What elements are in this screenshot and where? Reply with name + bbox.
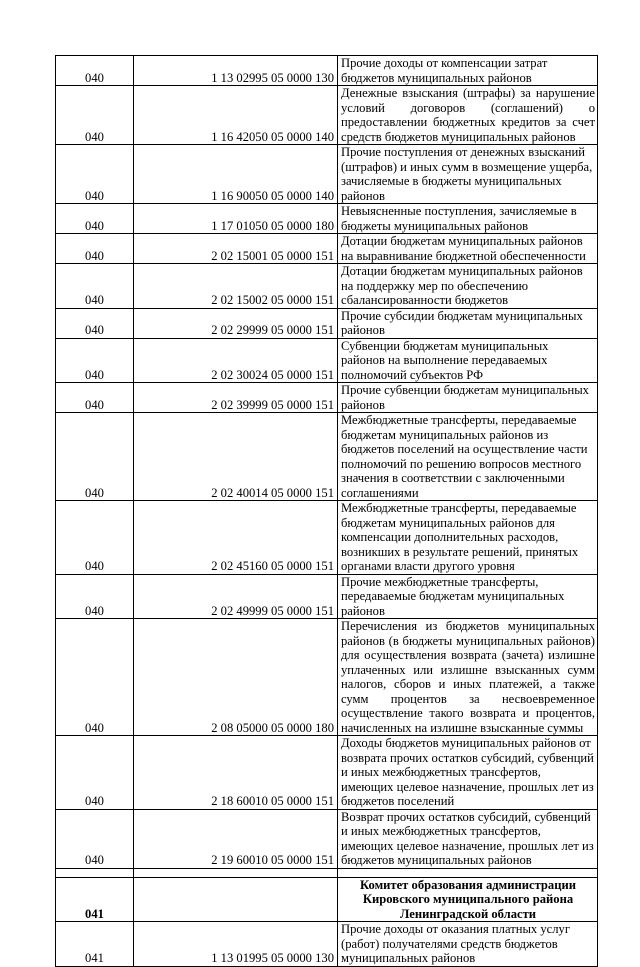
revenue-code-cell: 1 16 42050 05 0000 140 [134, 86, 338, 145]
section-header-row [56, 877, 598, 922]
administrator-code-cell: 040 [56, 619, 134, 736]
spacer-cell [56, 868, 134, 877]
revenue-description-cell: Прочие субсидии бюджетам муниципальных районов [338, 308, 598, 338]
table-row [56, 809, 598, 868]
administrator-code-cell: 040 [56, 264, 134, 309]
table-row [56, 383, 598, 413]
revenue-description-cell: Дотации бюджетам муниципальных районов на поддержку мер по обеспечению сбалансированности бюджетов [338, 264, 598, 309]
spacer-row [56, 868, 598, 877]
revenue-code-cell: 2 02 45160 05 0000 151 [134, 501, 338, 575]
revenue-code-cell: 2 02 29999 05 0000 151 [134, 308, 338, 338]
administrator-code-cell: 040 [56, 736, 134, 810]
revenue-description-cell: Дотации бюджетам муниципальных районов на выравнивание бюджетной обеспеченности [338, 234, 598, 264]
table-row [56, 264, 598, 309]
table-row [56, 204, 598, 234]
revenue-description-cell: Прочие доходы от компенсации затрат бюджетов муниципальных районов [338, 56, 598, 86]
revenue-code-cell: 2 08 05000 05 0000 180 [134, 619, 338, 736]
table-row [56, 338, 598, 383]
table-row [56, 736, 598, 810]
table-row [56, 922, 598, 967]
administrator-code-cell: 040 [56, 145, 134, 204]
table-row [56, 86, 598, 145]
revenue-code-cell: 2 02 49999 05 0000 151 [134, 574, 338, 619]
revenue-description-cell: Прочие доходы от оказания платных услуг (работ) получателями средств бюджетов муниципальных районов [338, 922, 598, 967]
revenue-description-cell: Доходы бюджетов муниципальных районов от возврата прочих остатков субсидий, субвенций и иных межбюджетных трансфертов, имеющих целевое назначение, прошлых лет из бюджетов поселений [338, 736, 598, 810]
revenue-code-cell [134, 877, 338, 922]
spacer-cell [134, 868, 338, 877]
revenue-code-cell: 2 02 30024 05 0000 151 [134, 338, 338, 383]
table-row [56, 413, 598, 501]
administrator-code-cell: 040 [56, 338, 134, 383]
revenue-description-cell: Прочие межбюджетные трансферты, передаваемые бюджетам муниципальных районов [338, 574, 598, 619]
revenue-classification-page [55, 55, 597, 967]
revenue-code-cell: 2 19 60010 05 0000 151 [134, 809, 338, 868]
administrator-code-cell: 040 [56, 413, 134, 501]
revenue-description-cell: Возврат прочих остатков субсидий, субвенций и иных межбюджетных трансфертов, имеющих целевое назначение, прошлых лет из бюджетов муниципальных районов [338, 809, 598, 868]
table-row [56, 501, 598, 575]
administrator-code-cell: 040 [56, 204, 134, 234]
revenue-code-cell: 1 17 01050 05 0000 180 [134, 204, 338, 234]
revenue-codes-table-body [56, 56, 598, 967]
table-row [56, 56, 598, 86]
administrator-code-cell: 040 [56, 86, 134, 145]
administrator-name-cell: Комитет образования администрации Кировского муниципального района Ленинградской области [338, 877, 598, 922]
revenue-codes-table [55, 55, 598, 967]
administrator-code-cell: 041 [56, 922, 134, 967]
revenue-description-cell: Межбюджетные трансферты, передаваемые бюджетам муниципальных районов для компенсации дополнительных расходов, возникших в результате решений, принятых органами власти другого уровня [338, 501, 598, 575]
revenue-code-cell: 2 18 60010 05 0000 151 [134, 736, 338, 810]
administrator-code-cell: 040 [56, 308, 134, 338]
table-row [56, 145, 598, 204]
revenue-description-cell: Прочие поступления от денежных взысканий (штрафов) и иных сумм в возмещение ущерба, зачисляемые в бюджеты муниципальных районов [338, 145, 598, 204]
revenue-code-cell: 2 02 15002 05 0000 151 [134, 264, 338, 309]
revenue-description-cell: Перечисления из бюджетов муниципальных районов (в бюджеты муниципальных районов) для осуществления возврата (зачета) излишне уплаченных или излишне взысканных сумм налогов, сборов и иных платежей, а также сумм процентов за несвоевременное осуществление такого возврата и процентов, начисленных на излишне взысканные суммы [338, 619, 598, 736]
administrator-code-cell: 040 [56, 501, 134, 575]
revenue-description-cell: Прочие субвенции бюджетам муниципальных районов [338, 383, 598, 413]
revenue-code-cell: 1 16 90050 05 0000 140 [134, 145, 338, 204]
administrator-code-cell: 041 [56, 877, 134, 922]
administrator-code-cell: 040 [56, 809, 134, 868]
table-row [56, 308, 598, 338]
administrator-code-cell: 040 [56, 234, 134, 264]
revenue-code-cell: 1 13 02995 05 0000 130 [134, 56, 338, 86]
administrator-code-cell: 040 [56, 56, 134, 86]
administrator-code-cell: 040 [56, 383, 134, 413]
revenue-description-cell: Невыясненные поступления, зачисляемые в бюджеты муниципальных районов [338, 204, 598, 234]
revenue-code-cell: 1 13 01995 05 0000 130 [134, 922, 338, 967]
revenue-description-cell: Денежные взыскания (штрафы) за нарушение условий договоров (соглашений) о предоставлении бюджетных кредитов за счет средств бюджетов муниципальных районов [338, 86, 598, 145]
revenue-code-cell: 2 02 40014 05 0000 151 [134, 413, 338, 501]
revenue-code-cell: 2 02 39999 05 0000 151 [134, 383, 338, 413]
administrator-code-cell: 040 [56, 574, 134, 619]
table-row [56, 574, 598, 619]
revenue-code-cell: 2 02 15001 05 0000 151 [134, 234, 338, 264]
table-row [56, 234, 598, 264]
spacer-cell [338, 868, 598, 877]
revenue-description-cell: Субвенции бюджетам муниципальных районов на выполнение передаваемых полномочий субъектов РФ [338, 338, 598, 383]
revenue-description-cell: Межбюджетные трансферты, передаваемые бюджетам муниципальных районов из бюджетов поселений на осуществление части полномочий по решению вопросов местного значения в соответствии с заключенными соглашениями [338, 413, 598, 501]
table-row [56, 619, 598, 736]
